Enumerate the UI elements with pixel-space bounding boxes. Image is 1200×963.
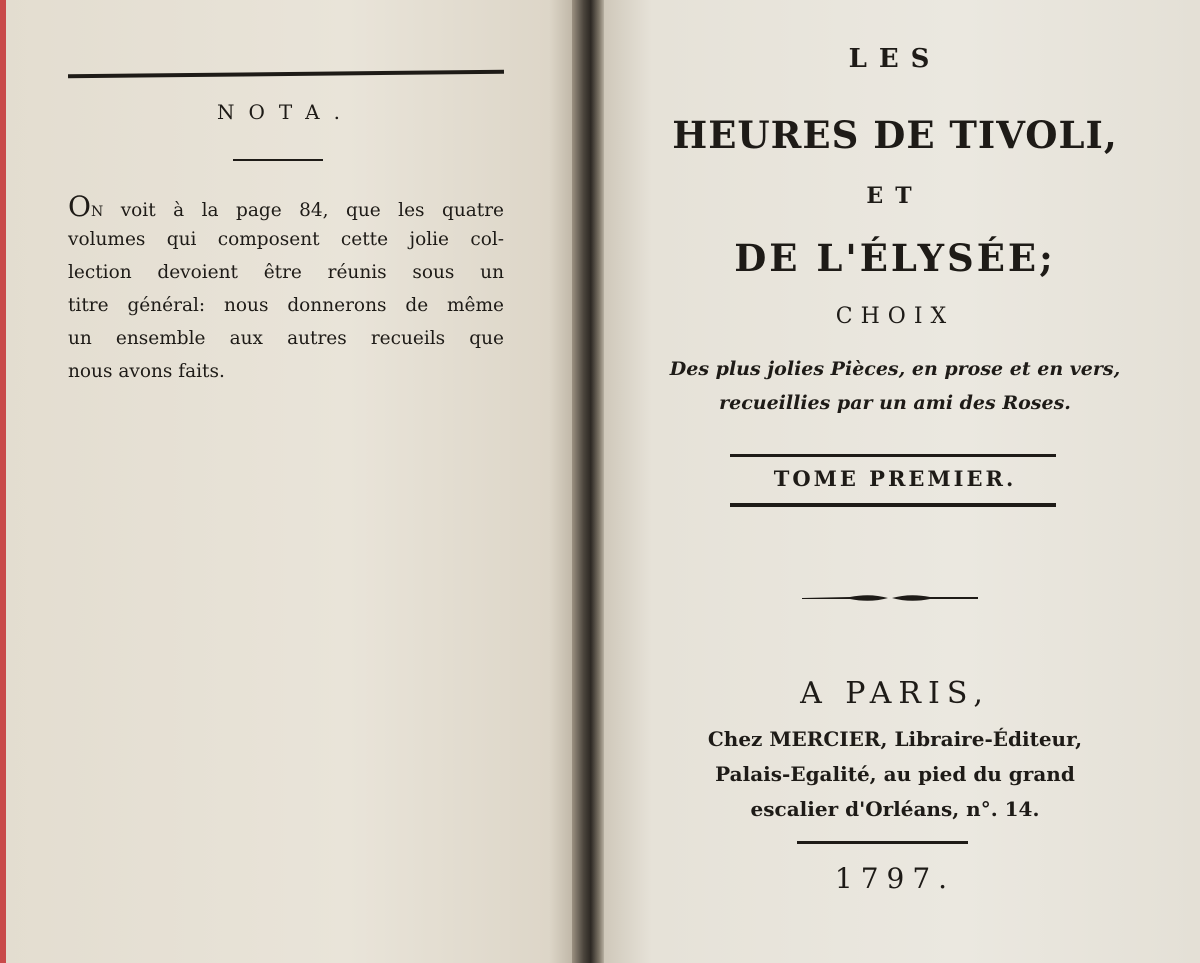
paragraph-line: nous avons faits. <box>68 361 225 382</box>
publisher-line: Chez MERCIER, Libraire-Éditeur, <box>707 727 1083 751</box>
paragraph-line <box>68 190 504 223</box>
year-rule <box>797 841 968 844</box>
paragraph-line: titre général: nous donnerons de même <box>68 295 504 316</box>
title-line-1: HEURES DE TIVOLI, <box>672 113 1118 157</box>
drop-initial: O <box>68 190 91 223</box>
title-line-2: DE L'ÉLYSÉE; <box>734 236 1056 280</box>
small-cap: N <box>90 204 104 220</box>
publisher-line: escalier d'Orléans, n°. 14. <box>750 797 1040 821</box>
volume-rule-bottom <box>730 503 1056 507</box>
red-page-edge <box>0 0 6 963</box>
volume-rule-top <box>730 454 1056 457</box>
ornament-rule <box>800 590 980 606</box>
choix: CHOIX <box>835 304 955 329</box>
short-rule <box>233 159 323 161</box>
nota-heading: NOTA. <box>217 100 354 124</box>
line-text: voit à la page 84, que les quatre <box>120 200 504 221</box>
nota-paragraph <box>68 190 504 388</box>
title-les: LES <box>848 44 942 74</box>
volume-label: TOME PREMIER. <box>773 466 1017 491</box>
subtitle-line-1: Des plus jolies Pièces, en prose et en vers, <box>669 358 1121 380</box>
year: 1797. <box>834 862 956 895</box>
paragraph-line: un ensemble aux autres recueils que <box>68 328 504 349</box>
title-et: ET <box>866 183 924 209</box>
subtitle-line-2: recueillies par un ami des Roses. <box>719 392 1071 414</box>
paragraph-line: lection devoient être réunis sous un <box>68 262 504 283</box>
left-page <box>0 0 578 963</box>
place: A PARIS, <box>800 676 990 711</box>
publisher-line: Palais-Egalité, au pied du grand <box>715 762 1075 786</box>
book-gutter <box>572 0 606 963</box>
paragraph-line: volumes qui composent cette jolie col- <box>68 229 504 250</box>
